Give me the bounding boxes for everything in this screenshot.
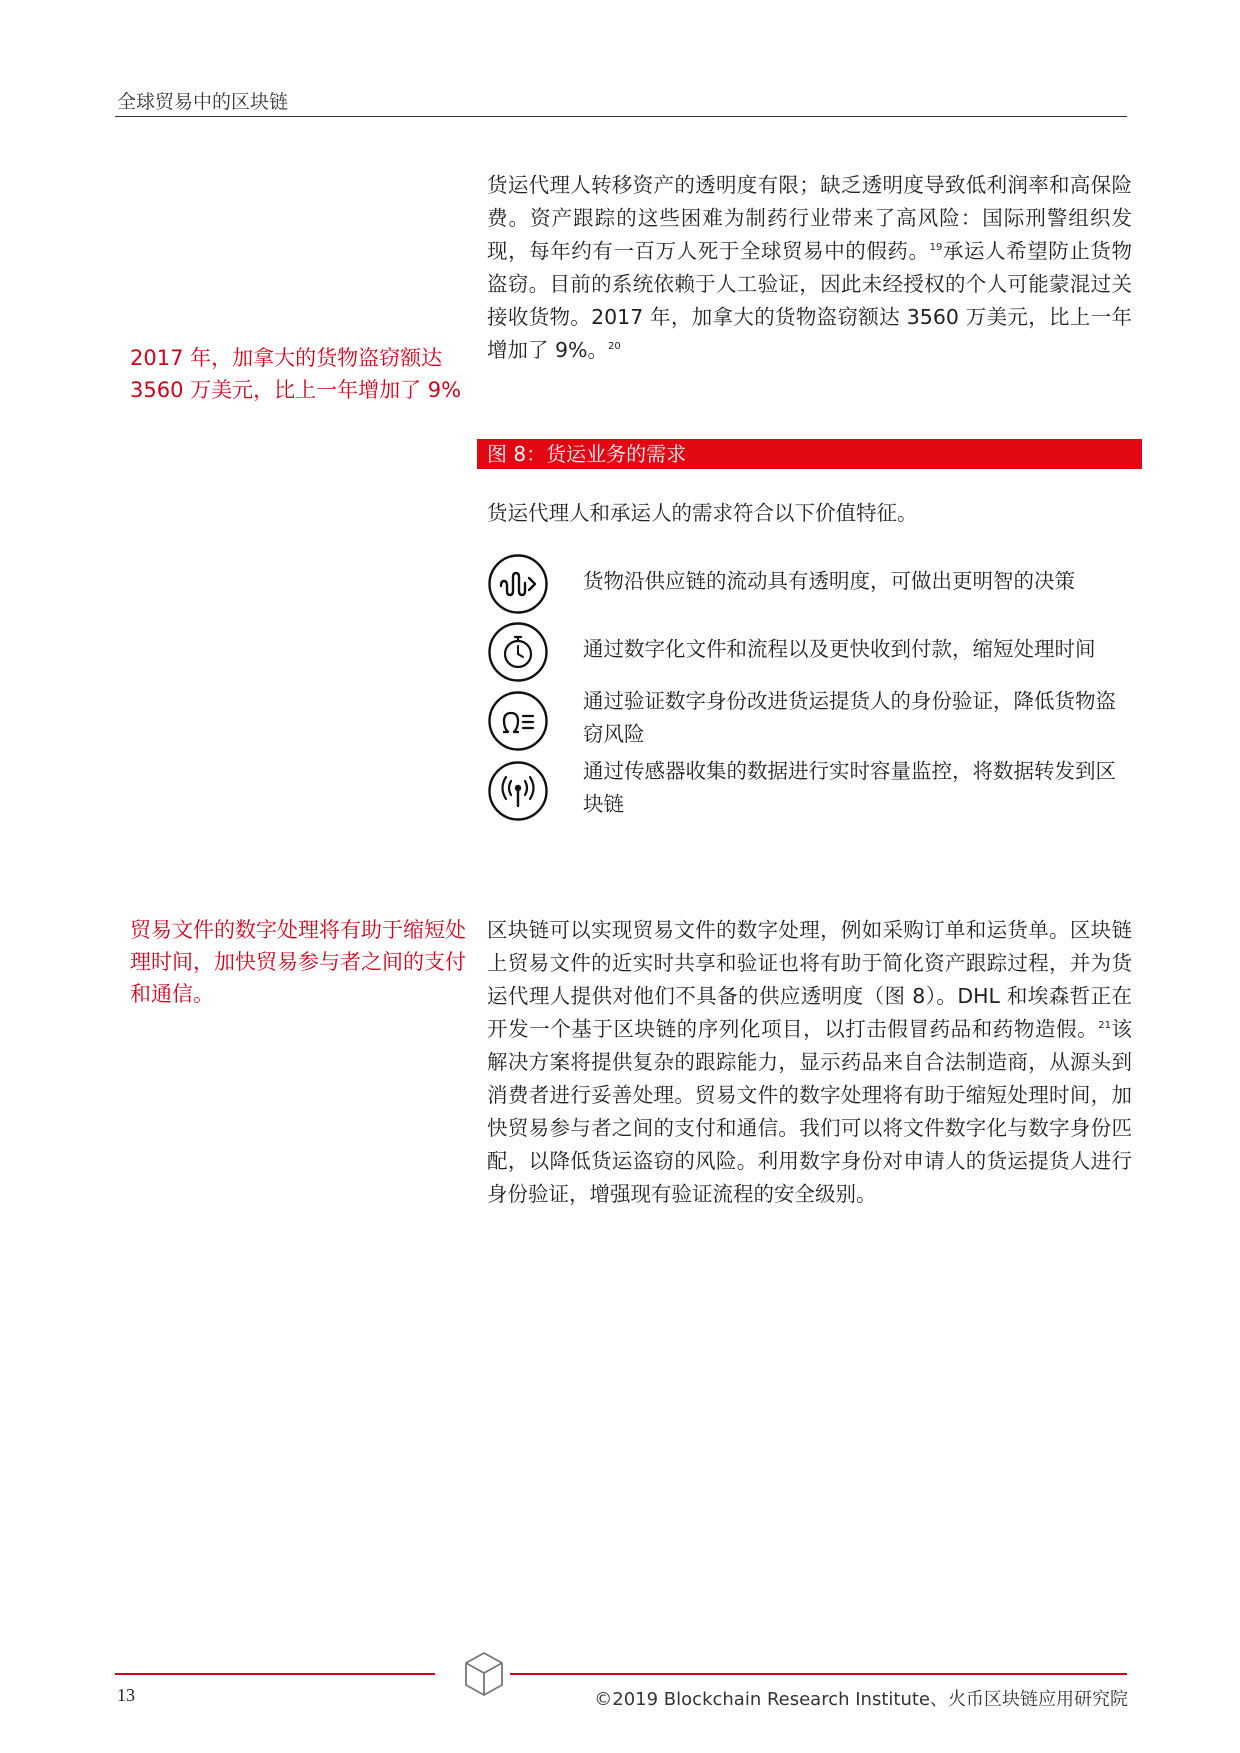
body-text: 承运人希望防止货物盗窃。目前的系统依赖于人工验证，因此未经授权的个人可能蒙混过关接收货物。2017 年，加拿大的货物盗窃额达 3560 万美元，比上一年增加了 9%。 xyxy=(487,239,1133,362)
figure-title-bar xyxy=(477,439,1142,469)
figure-intro: 货运代理人和承运人的需求符合以下价值特征。 xyxy=(487,501,918,525)
body-paragraph-2 xyxy=(487,914,1132,1211)
flow-icon xyxy=(487,553,549,615)
pull-quote-2: 贸易文件的数字处理将有助于缩短处理时间，加快贸易参与者之间的支付和通信。 xyxy=(130,918,466,1006)
sensor-icon xyxy=(487,760,549,822)
feature-item xyxy=(487,760,1137,830)
feature-item xyxy=(487,690,1137,760)
feature-item xyxy=(487,621,1137,691)
header-rule xyxy=(115,116,1127,117)
footnote-ref-19[interactable]: 19 xyxy=(929,242,943,254)
page-number: 13 xyxy=(117,1685,135,1705)
footer-rule-left xyxy=(115,1673,435,1675)
body-text: 货运代理人转移资产的透明度有限；缺乏透明度导致低利润率和高保险费。资产跟踪的这些困难为制药行业带来了高风险：国际刑警组织发现，每年约有一百万人死于全球贸易中的假药。 xyxy=(487,173,1132,263)
running-header: 全球贸易中的区块链 xyxy=(117,91,289,113)
footer-rule-right xyxy=(510,1673,1127,1675)
feature-text: 通过数字化文件和流程以及更快收到付款，缩短处理时间 xyxy=(583,637,1096,661)
stopwatch-icon xyxy=(487,621,549,683)
figure-title: 图 8：货运业务的需求 xyxy=(487,442,687,466)
pull-quote-1: 2017 年，加拿大的货物盗窃额达 3560 万美元，比上一年增加了 9% xyxy=(130,346,462,402)
identity-icon xyxy=(487,690,549,752)
footnote-ref-20[interactable]: 20 xyxy=(608,341,621,353)
feature-text: 通过验证数字身份改进货运提货人的身份验证，降低货物盗窃风险 xyxy=(583,689,1116,746)
feature-text: 通过传感器收集的数据进行实时容量监控，将数据转发到区块链 xyxy=(583,759,1116,816)
copyright-notice: ©2019 Blockchain Research Institute、火币区块链应用研究院 xyxy=(594,1689,1128,1710)
body-text: 区块链可以实现贸易文件的数字处理，例如采购订单和运货单。区块链上贸易文件的近实时共享和验证也将有助于简化资产跟踪过程，并为货运代理人提供对他们不具备的供应透明度（图 8）。DHL 和埃森哲正在开发一个基于区块链的序列化项目，以打击假冒药品和药物造假。 xyxy=(487,918,1132,1041)
feature-text: 货物沿供应链的流动具有透明度，可做出更明智的决策 xyxy=(583,569,1075,593)
body-text: 该解决方案将提供复杂的跟踪能力，显示药品来自合法制造商，从源头到消费者进行妥善处理。贸易文件的数字处理将有助于缩短处理时间，加快贸易参与者之间的支付和通信。我们可以将文件数字化与数字身份匹配，以降低货运盗窃的风险。利用数字身份对申请人的货运提货人进行身份验证，增强现有验证流程的安全级别。 xyxy=(487,1017,1133,1206)
cube-logo-icon xyxy=(462,1650,506,1698)
footnote-ref-21[interactable]: 21 xyxy=(1098,1020,1111,1032)
body-paragraph-1 xyxy=(487,169,1132,367)
feature-item xyxy=(487,553,1137,623)
